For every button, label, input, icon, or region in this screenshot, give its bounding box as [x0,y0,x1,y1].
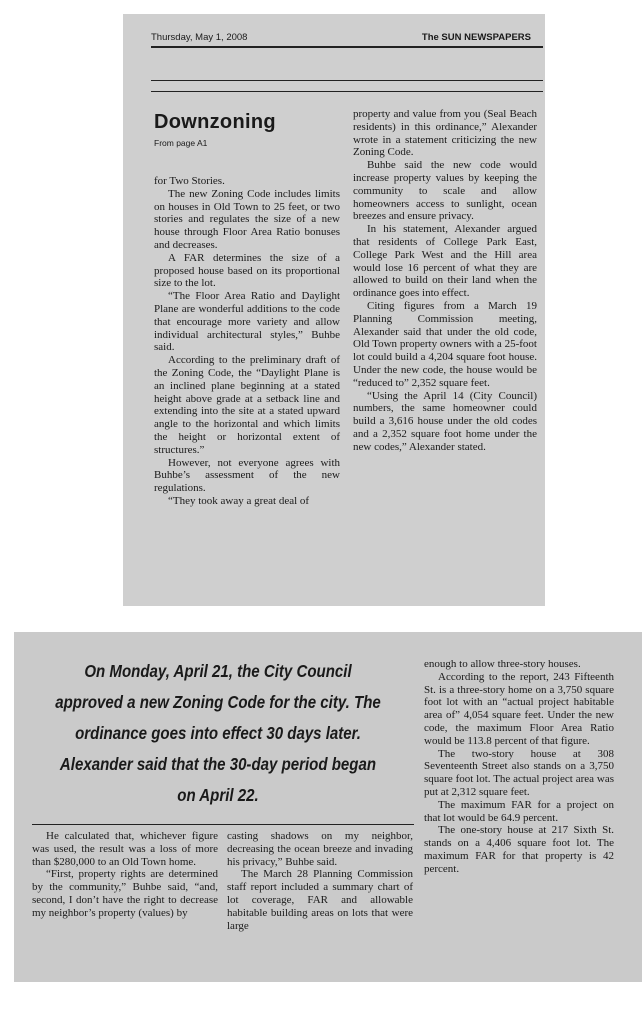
masthead-paper-name: The SUN NEWSPAPERS [421,32,531,43]
section-rule-2 [151,91,543,92]
masthead-rule [151,46,543,48]
paragraph: Citing figures from a March 19 Planning Commission meeting, Alexander said that under the old code, Old Town property owners with a 25-foot lot could build a 4,204 square foot house. Under the new code, the house would be “reduced to” 2,352 square feet. [353,299,537,389]
paragraph: The March 28 Planning Commission staff report included a summary chart of lot coverage, FAR and allowable habitable building areas on lots that were large [227,868,413,932]
paragraph: “They took away a great deal of [168,494,310,507]
masthead [151,32,539,46]
paragraph: Buhbe said the new code would increase property values by keeping the community to scale and allow homeowners access to sunlight, ocean breezes and ensure privacy. [353,159,537,223]
paragraph: The maximum FAR for a project on that lot would be 64.9 percent. [424,798,614,824]
paragraph: “The Floor Area Ratio and Daylight Plane are wonderful additions to the code that encourage more variety and allow individual architectural styles,” Buhbe said. [154,290,340,354]
article-headline: Downzoning [154,111,276,133]
jump-line: From page A1 [154,138,208,148]
pull-quote: On Monday, April 21, the City Council approved a new Zoning Code for the city. The ordinance goes into effect 30 days later. Alexander said that the 30-day period began on April 22. [55,661,381,805]
paragraph: “Using the April 14 (City Council) numbers, the same homeowner could build a 3,616 house under the old codes and a 2,352 square foot home under the new codes,” Alexander stated. [353,389,537,453]
article-clipping-bottom [14,632,642,982]
continuation-column-1 [32,830,218,920]
paragraph: enough to allow three-story houses. [424,658,581,670]
article-column-1 [154,175,340,508]
paragraph: According to the report, 243 Fifteenth St. is a three-story home on a 3,750 square foot lot with an “actual project habitable area of” 4,054 square feet. Under the new code, the maximum Floor Area Ratio would be 113.8 percent of that figure. [424,670,614,747]
section-rule [151,80,543,81]
pull-quote-rule [32,824,414,825]
paragraph: However, not everyone agrees with Buhbe’s assessment of the new regulations. [154,456,340,495]
paragraph: A FAR determines the size of a proposed house based on its proportional size to the lot. [154,251,340,290]
paragraph: According to the preliminary draft of the Zoning Code, the “Daylight Plane is an inclined plane beginning at a stated height above grade at a setback line and extending into the site at a stated upward angle to the horizontal and which limits the height or horizontal extent of structures.” [154,354,340,456]
continuation-column-3 [424,658,614,876]
article-clipping-top [123,14,545,606]
paragraph: In his statement, Alexander argued that residents of College Park East, College Park West and the Hill area would lose 16 percent of what they are allowed to build on their land when the ordinance goes into effect. [353,223,537,300]
continuation-column-2 [227,830,413,932]
paragraph: The two-story house at 308 Seventeenth Street also stands on a 3,750 square foot lot. The actual project area was put at 2,312 square feet. [424,747,614,798]
paragraph: “First, property rights are determined by the community,” Buhbe said, “and, second, I don’t have the right to decrease my neighbor’s property (values) by [32,868,218,919]
masthead-date: Thursday, May 1, 2008 [151,32,248,43]
paragraph: The one-story house at 217 Sixth St. stands on a 4,406 square foot lot. The maximum FAR for that property is 42 percent. [424,824,614,875]
paragraph: for Two Stories. [154,175,225,187]
paragraph: casting shadows on my neighbor, decreasing the ocean breeze and invading his privacy,” Buhbe said. [227,830,413,868]
paragraph: He calculated that, whichever figure was used, the result was a loss of more than $280,000 to an Old Town home. [32,830,218,868]
paragraph: The new Zoning Code includes limits on houses in Old Town to 25 feet, or two stories and regulates the size of a new house through Floor Area Ratio bonuses and decreases. [154,187,340,251]
article-column-2 [353,108,537,454]
paragraph: property and value from you (Seal Beach residents) in this ordinance,” Alexander wrote in a statement criticizing the new Zoning Code. [353,108,537,159]
